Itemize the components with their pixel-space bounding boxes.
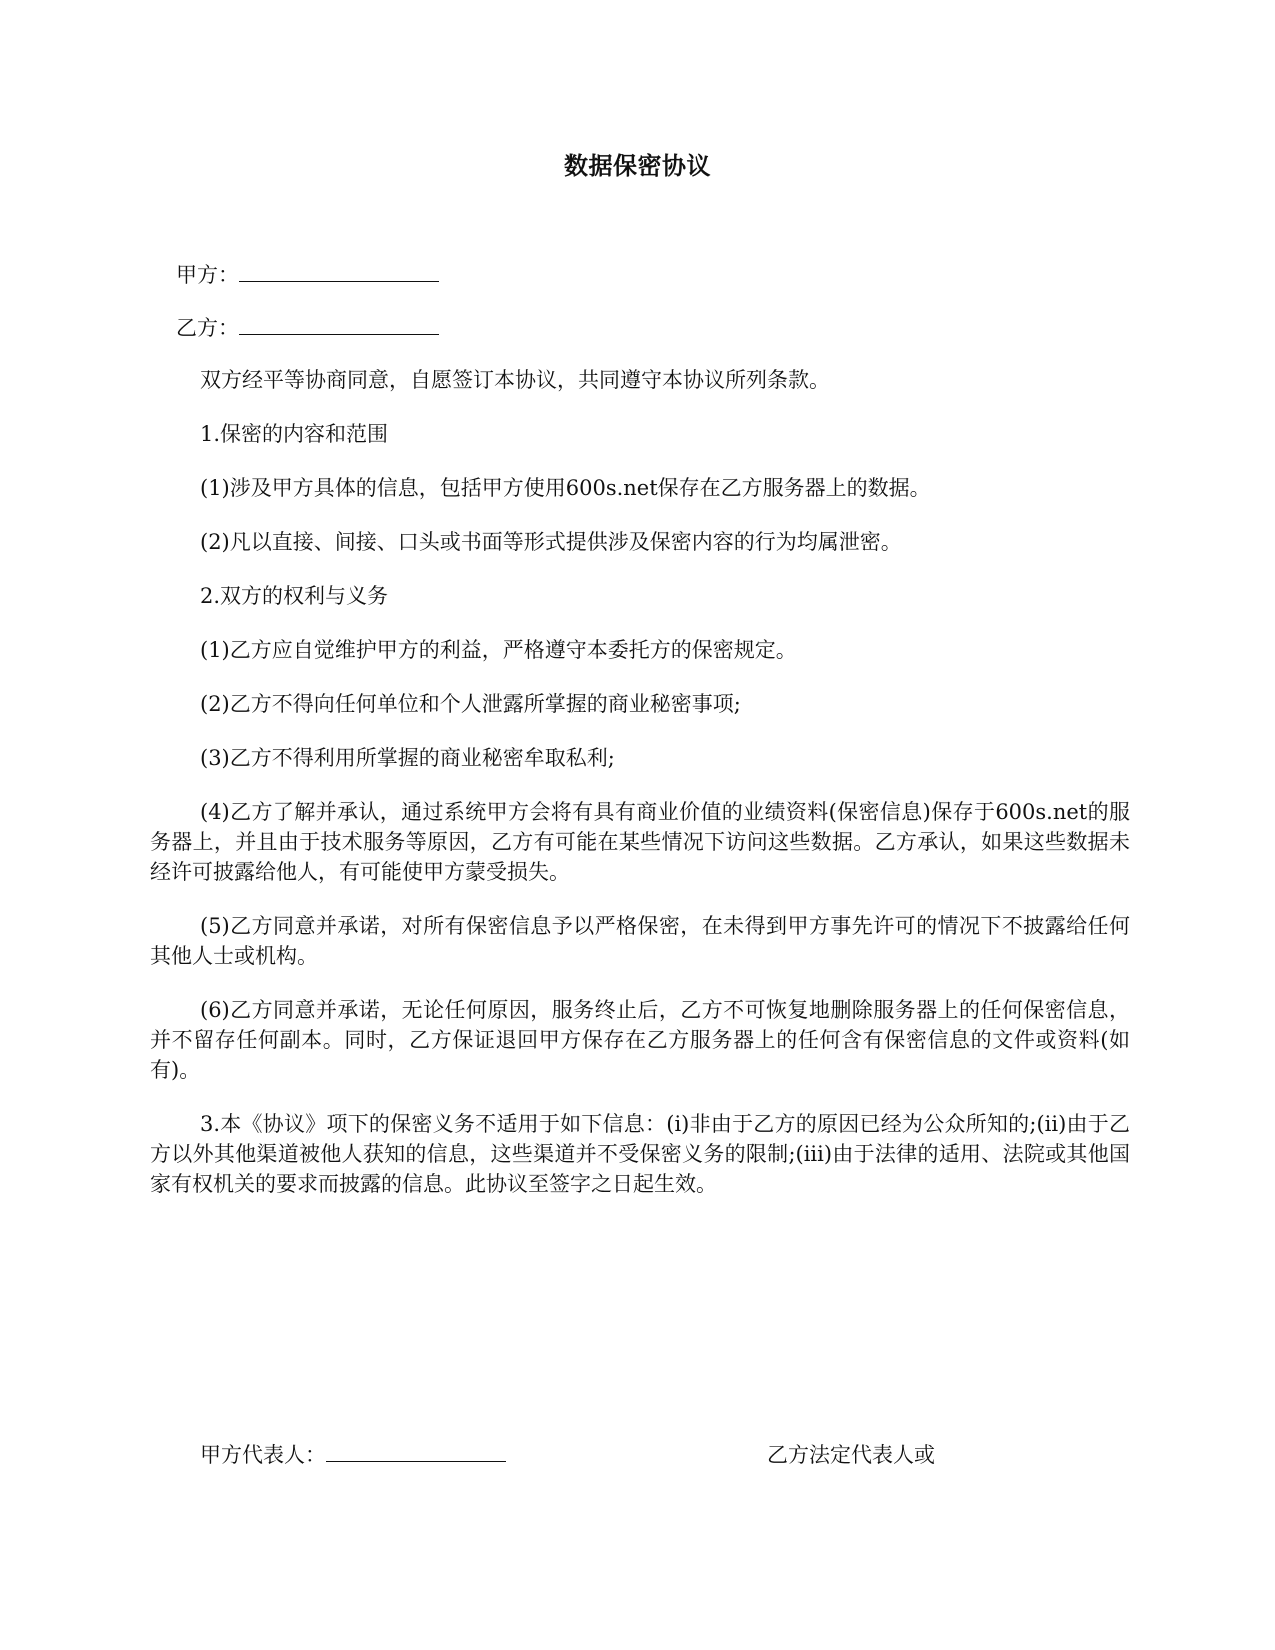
clause-2-3: (3)乙方不得利用所掌握的商业秘密牟取私利; [200, 746, 615, 770]
clause-2-4: (4)乙方了解并承认，通过系统甲方会将有具有商业价值的业绩资料(保密信息)保存于600s.net的服务器上，并且由于技术服务等原因，乙方有可能在某些情况下访问这些数据。乙方承认，如果这些数据未经许可披露给他人，有可能使甲方蒙受损失。 [150, 800, 1130, 884]
document-title: 数据保密协议 [564, 152, 711, 180]
clause-2-1: (1)乙方应自觉维护甲方的利益，严格遵守本委托方的保密规定。 [200, 638, 797, 662]
signature-row [200, 1440, 1100, 1470]
clause-1-1: (1)涉及甲方具体的信息，包括甲方使用600s.net保存在乙方服务器上的数据。 [200, 476, 931, 500]
clause-2-2: (2)乙方不得向任何单位和个人泄露所掌握的商业秘密事项; [200, 692, 741, 716]
signature-a-blank [326, 1441, 506, 1462]
intro-paragraph: 双方经平等协商同意，自愿签订本协议，共同遵守本协议所列条款。 [200, 368, 830, 392]
signature-b-label: 乙方法定代表人或 [767, 1443, 935, 1467]
party-a-blank [239, 261, 439, 282]
signature-party-b [767, 1440, 935, 1470]
agreement-body [150, 365, 1130, 1223]
section-heading-scope: 1.保密的内容和范围 [200, 422, 389, 446]
party-b-line [176, 313, 439, 343]
clause-3: 3.本《协议》项下的保密义务不适用于如下信息：(i)非由于乙方的原因已经为公众所知的;(ii)由于乙方以外其他渠道被他人获知的信息，这些渠道并不受保密义务的限制;(iii)由于法律的适用、法院或其他国家有权机关的要求而披露的信息。此协议至签字之日起生效。 [150, 1112, 1130, 1196]
signature-a-label: 甲方代表人： [200, 1443, 326, 1467]
party-a-line [176, 260, 439, 290]
party-b-label: 乙方： [176, 316, 239, 340]
party-a-label: 甲方： [176, 263, 239, 287]
clause-2-6: (6)乙方同意并承诺，无论任何原因，服务终止后，乙方不可恢复地删除服务器上的任何保密信息，并不留存任何副本。同时，乙方保证退回甲方保存在乙方服务器上的任何含有保密信息的文件或资料(如有)。 [150, 998, 1130, 1082]
party-b-blank [239, 314, 439, 335]
signature-party-a [200, 1440, 506, 1470]
clause-1-2: (2)凡以直接、间接、口头或书面等形式提供涉及保密内容的行为均属泄密。 [200, 530, 902, 554]
section-heading-rights: 2.双方的权利与义务 [200, 584, 389, 608]
clause-2-5: (5)乙方同意并承诺，对所有保密信息予以严格保密，在未得到甲方事先许可的情况下不披露给任何其他人士或机构。 [150, 914, 1130, 968]
